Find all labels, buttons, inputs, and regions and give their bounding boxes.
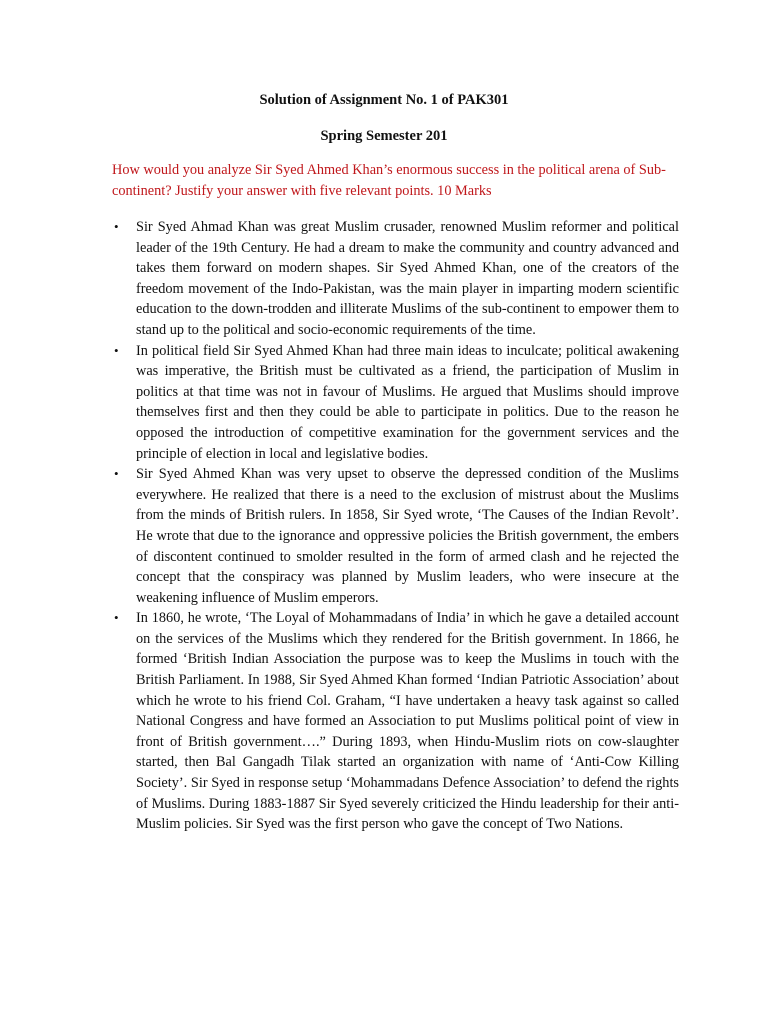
list-item <box>112 341 679 465</box>
point-text: Sir Syed Ahmad Khan was great Muslim crusader, renowned Muslim reformer and political leader of the 19th Century. He had a dream to make the community and country advanced and takes them forward on modern shapes. Sir Syed Ahmed Khan, one of the creators of the freedom movement of the Indo-Pakistan, was the main player in imparting modern scientific education to the down-trodden and illiterate Muslims of the sub-continent to empower them to stand up to the political and socio-economic requirements of the time. <box>136 219 679 338</box>
point-text: In 1860, he wrote, ‘The Loyal of Mohammadans of India’ in which he gave a detailed account on the services of the Muslims which they rendered for the British government. In 1866, he formed ‘British Indian Association the purpose was to keep the Muslims in touch with the British Parliament. In 1988, Sir Syed Ahmed Khan formed ‘Indian Patriotic Association’ about which he wrote to his friend Col. Graham, “I have undertaken a heavy task against so called National Congress and have formed an Association to put Muslims political point of view in front of British government….” During 1893, when Hindu-Muslim riots on cow-slaughter started, then Bal Gangadh Tilak started an organization with name of ‘Anti-Cow Killing Society’. Sir Syed in response setup ‘Mohammadans Defence Association’ to defend the rights of Muslims. During 1883-1887 Sir Syed severely criticized the Hindu leadership for their anti-Muslim policies. Sir Syed was the first person who gave the concept of Two Nations. <box>136 610 679 833</box>
list-item <box>112 217 679 341</box>
point-text: Sir Syed Ahmed Khan was very upset to observe the depressed condition of the Muslims everywhere. He realized that there is a need to the exclusion of mistrust about the Muslims from the minds of British rulers. In 1858, Sir Syed wrote, ‘The Causes of the Indian Revolt’. He wrote that due to the ignorance and oppressive policies the British government, the embers of discontent continued to smolder resulted in the form of armed clash and he rejected the concept that the conspiracy was planned by Muslim leaders, who were insecure at the weakening influence of Muslim emperors. <box>136 466 679 606</box>
bullet-icon: • <box>114 610 119 626</box>
list-item <box>112 608 679 835</box>
list-item <box>112 464 679 608</box>
answer-points-list <box>112 217 679 835</box>
document-subtitle: Spring Semester 201 <box>320 128 448 144</box>
document-title: Solution of Assignment No. 1 of PAK301 <box>259 92 509 108</box>
assignment-question: How would you analyze Sir Syed Ahmed Khan’s enormous success in the political arena of Sub-continent? Justify your answer with five relevant points. 10 Marks <box>112 162 666 199</box>
point-text: In political field Sir Syed Ahmed Khan had three main ideas to inculcate; political awakening was imperative, the British must be cultivated as a friend, the participation of Muslim in politics at that time was not in favour of Muslims. He argued that Muslims should improve themselves first and then they could be able to participate in politics. Due to the reason he opposed the introduction of competitive examination for the government services and the principle of election in local and legislative bodies. <box>136 342 679 462</box>
bullet-icon: • <box>114 342 119 358</box>
bullet-icon: • <box>114 466 119 482</box>
bullet-icon: • <box>114 219 119 234</box>
